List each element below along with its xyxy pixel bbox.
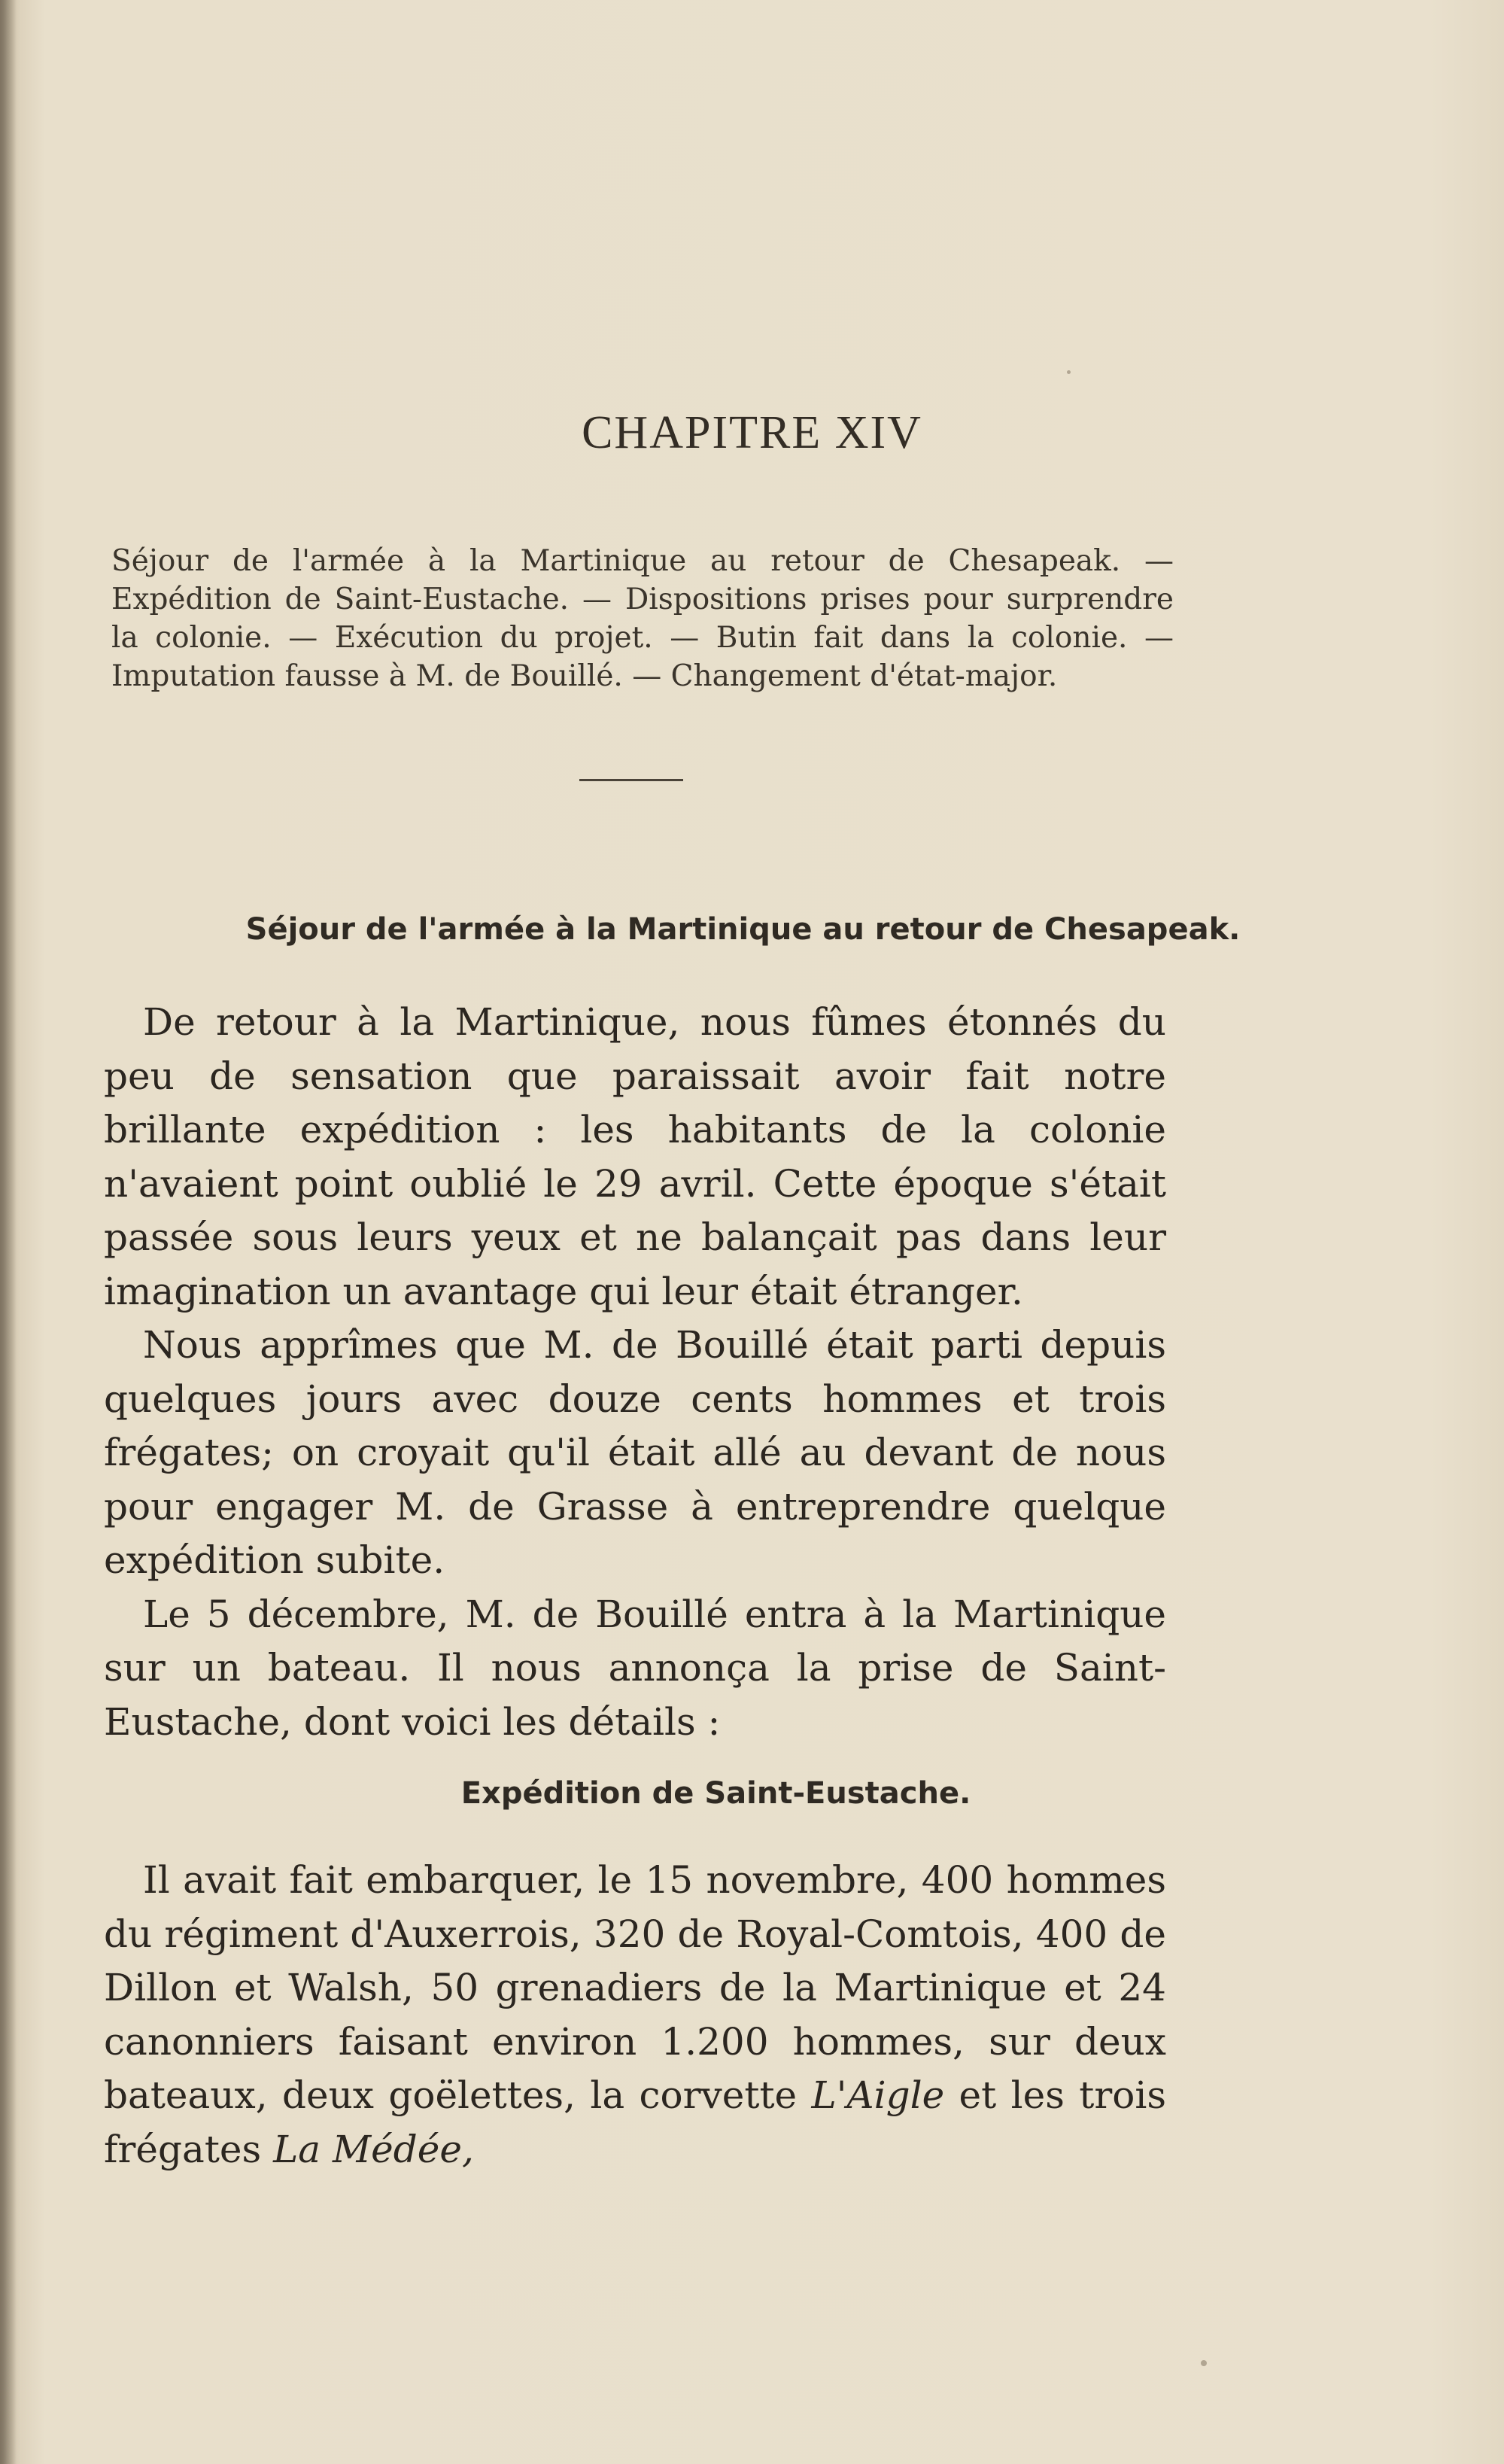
paragraph: De retour à la Martinique, nous fûmes étonnés du peu de sensation que paraissait avoir fait notre brillante expédition : les habitants de la colonie n'avaient point oublié le 29 avril. Cette époque s'était passée sous leurs yeux et ne balançait pas dans leur imagination un avantage qui leur était étranger. [104, 1000, 1166, 1313]
binding-shadow [0, 0, 17, 2464]
paragraph-text: et les trois frégates [104, 2073, 1166, 2171]
paragraph: Le 5 décembre, M. de Bouillé entra à la Martinique sur un bateau. Il nous annonça la prise de Saint-Eustache, dont voici les détails : [104, 1592, 1166, 1744]
chapter-title: CHAPITRE XIV [582, 407, 922, 458]
chapter-summary: Séjour de l'armée à la Martinique au retour de Chesapeak. — Expédition de Saint-Eustache. — Dispositions prises pour surprendre la colonie. — Exécution du projet. — Butin fait dans la colonie. — Imputation fausse à M. de Bouillé. — Changement d'état-major. [111, 544, 1174, 693]
section-heading-expedition: Expédition de Saint-Eustache. [460, 1776, 971, 1811]
separator-rule [579, 779, 683, 781]
section-body-expedition [104, 1854, 1166, 2177]
paragraph: Nous apprîmes que M. de Bouillé était parti depuis quelques jours avec douze cents hommes et trois frégates; on croyait qu'il était allé au devant de nous pour engager M. de Grasse à entreprendre quelque expédition subite. [104, 1323, 1166, 1582]
ship-name: L'Aigle [811, 2073, 945, 2117]
paragraph-text: Il avait fait embarquer, le 15 novembre, 400 hommes du régiment d'Auxerrois, 320 de Royal-Comtois, 400 de Dillon et Walsh, 50 grenadiers de la Martinique et 24 canonniers faisant environ 1.200 hommes, sur deux bateaux, deux goëlettes, la corvette [104, 1858, 1166, 2117]
paper-speck [1067, 370, 1071, 374]
paragraph [104, 1854, 1166, 2177]
section-heading-sejour: Séjour de l'armée à la Martinique au retour de Chesapeak. [245, 912, 1241, 947]
section-body-sejour [104, 996, 1166, 1749]
ship-name: La Médée, [273, 2127, 474, 2171]
paper-speck [1201, 2360, 1207, 2366]
